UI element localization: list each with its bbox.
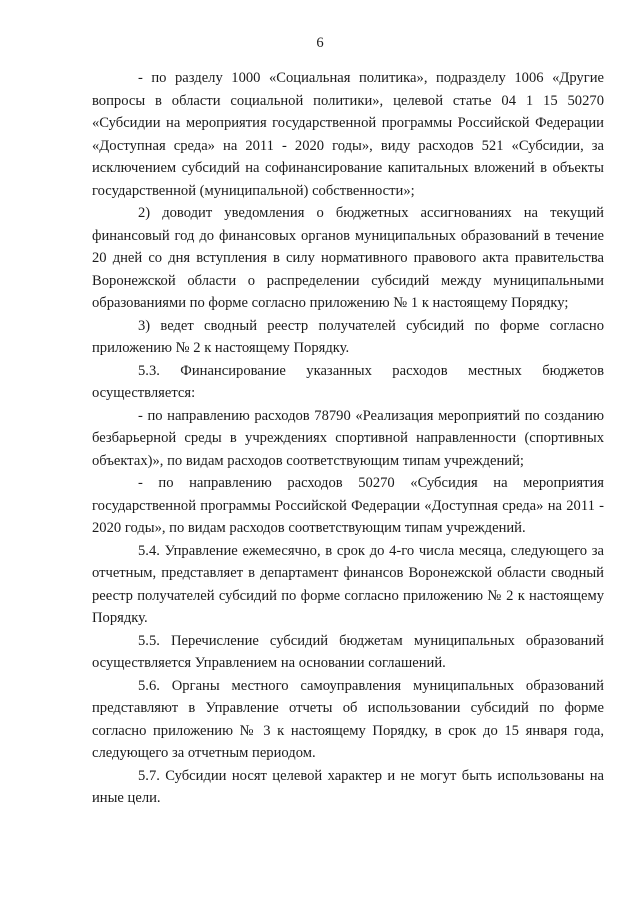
paragraph-5-4: 5.4. Управление ежемесячно, в срок до 4-го числа месяца, следующего за отчетным, представляет в департамент финансов Воронежской области сводный реестр получателей субсидий по форме согласно приложению № 2 к настоящему Порядку. xyxy=(92,542,604,626)
paragraph-item-3: 3) ведет сводный реестр получателей субсидий по форме согласно приложению № 2 к настоящему Порядку. xyxy=(92,317,604,356)
paragraph-section-1000: - по разделу 1000 «Социальная политика», подразделу 1006 «Другие вопросы в области социальной политики», целевой статье 04 1 15 50270 «Субсидии на мероприятия государственной программы Российской Федерации «Доступная среда» на 2011 - 2020 годы», виду расходов 521 «Субсидии, за исключением субсидий на софинансирование капитальных вложений в объекты государственной (муниципальной) собственности»; xyxy=(92,70,604,199)
paragraph-5-3: 5.3. Финансирование указанных расходов местных бюджетов осуществляется: xyxy=(92,362,604,401)
document-body xyxy=(92,67,604,810)
paragraph-5-6: 5.6. Органы местного самоуправления муниципальных образований представляют в Управление отчеты об использовании субсидий по форме согласно приложению № 3 к настоящему Порядку, в срок до 15 января года, следующего за отчетным периодом. xyxy=(92,677,604,761)
paragraph-direction-78790: - по направлению расходов 78790 «Реализация мероприятий по созданию безбарьерной среды в учреждениях спортивной направленности (спортивных объектах)», по видам расходов соответствующим типам учреждений; xyxy=(92,407,604,469)
paragraph-direction-50270: - по направлению расходов 50270 «Субсидия на мероприятия государственной программы Российской Федерации «Доступная среда» на 2011 - 2020 годы», по видам расходов соответствующим типам учреждений. xyxy=(92,475,604,536)
page-number: 6 xyxy=(316,35,324,51)
paragraph-5-7: 5.7. Субсидии носят целевой характер и не могут быть использованы на иные цели. xyxy=(92,767,604,806)
paragraph-5-5: 5.5. Перечисление субсидий бюджетам муниципальных образований осуществляется Управлением на основании соглашений. xyxy=(92,632,604,671)
paragraph-item-2: 2) доводит уведомления о бюджетных ассигнованиях на текущий финансовый год до финансовых органов муниципальных образований в течение 20 дней со дня вступления в силу нормативного правового акта правительства Воронежской области о распределении субсидий между муниципальными образованиями по форме согласно приложению № 1 к настоящему Порядку; xyxy=(92,205,604,311)
